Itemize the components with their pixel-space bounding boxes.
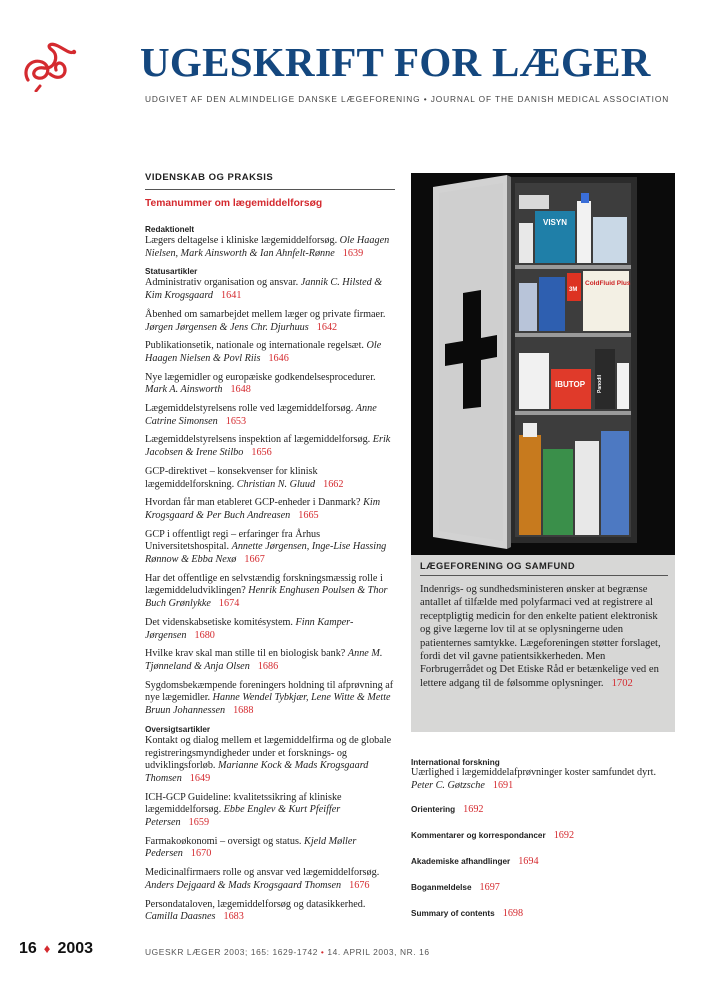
toc-entry[interactable] — [145, 309, 395, 334]
toc-entry[interactable] — [145, 340, 395, 365]
ibutop-label: IBUTOP — [555, 380, 586, 389]
page-number[interactable]: 1670 — [190, 848, 212, 860]
news-panel — [411, 555, 675, 732]
visyn-label: VISYN — [543, 218, 568, 227]
entry-title: Administrativ organisation og ansvar. — [145, 277, 299, 289]
row-label: Boganmeldelse — [411, 883, 472, 893]
toc-group — [145, 725, 395, 924]
panel-rule — [420, 575, 668, 576]
page-number[interactable]: 1653 — [225, 415, 247, 427]
toc-entry[interactable] — [145, 680, 395, 718]
page-number[interactable]: 1686 — [257, 660, 279, 672]
entry-authors: Ebbe Englev & Kurt Pfeiffer Petersen — [145, 804, 341, 829]
row-label: Kommentarer og korrespondancer — [411, 831, 546, 841]
row-label: Akademiske afhandlinger — [411, 857, 511, 867]
entry-title: GCP i offentligt regi – erfaringer fra Århus Universitetshospital. — [145, 528, 321, 553]
entry-title: ICH-GCP Guideline: kvalitetssikring af kliniske lægemiddelforsøg. — [145, 791, 342, 816]
toc-entry[interactable] — [145, 466, 395, 491]
entry-title: Åbenhed om samarbejdet mellem læger og private firmaer. — [145, 308, 386, 320]
toc-entry[interactable] — [145, 792, 395, 830]
issue-number — [19, 940, 93, 958]
coldfluid-label: ColdFluid Plus — [585, 280, 631, 287]
group-title: Redaktionelt — [145, 225, 195, 234]
page-number[interactable]: 1688 — [233, 705, 254, 717]
panel-body — [420, 583, 670, 690]
panodil-label: Panodil — [597, 374, 603, 393]
page-number[interactable]: 1691 — [492, 779, 514, 791]
journal-subtitle — [145, 94, 669, 104]
toc-group — [145, 225, 395, 260]
section-label: VIDENSKAB OG PRAKSIS — [145, 172, 274, 183]
entry-title: Medicinalfirmaers rolle og ansvar ved lægemiddelforsøg. — [145, 867, 380, 879]
toc-section-row[interactable] — [411, 830, 675, 841]
medicine-cabinet-photo — [411, 173, 675, 555]
entry-title: Lægemiddelstyrelsens rolle ved lægemiddelforsøg. — [145, 403, 354, 415]
page-number[interactable]: 1659 — [188, 817, 210, 829]
toc-entry[interactable] — [145, 573, 395, 611]
entry-title: Publikationsetik, nationale og internationale regelsæt. — [145, 340, 364, 352]
toc-right-rows — [411, 804, 675, 919]
toc-entry[interactable] — [145, 867, 395, 892]
entry-authors: Annette Jørgensen, Inge-Lise Hassing Rønnow & Ebba Nexø — [145, 541, 387, 566]
entry-authors: Henrik Enghusen Poulsen & Thor Buch Grønlykke — [145, 585, 388, 610]
entry-authors: Ole Haagen Nielsen, Mark Ainsworth & Ian Ahnfelt-Rønne — [145, 235, 390, 259]
entry-title: GCP-direktivet – konsekvenser for klinisk lægemiddelforskning. — [145, 465, 318, 490]
entry-title: Hvordan får man etableret GCP-enheder i Danmark? — [145, 497, 361, 509]
group-title: Oversigtsartikler — [145, 724, 211, 734]
entry-authors: Ole Haagen Nielsen & Povl Riis — [145, 340, 382, 364]
page-number[interactable]: 1656 — [251, 447, 272, 459]
entry-title: Nye lægemidler og europæiske godkendelsesprocedurer. — [145, 371, 376, 383]
entry-authors: Hanne Wendel Tybkjær, Lene Witte & Mette Bruun Johannessen — [145, 692, 391, 717]
section-rule — [145, 189, 395, 190]
entry-authors: Camilla Daasnes — [145, 911, 216, 923]
toc-entry[interactable] — [145, 735, 395, 786]
entry-title: Persondataloven, lægemiddelforsøg og datasikkerhed. — [145, 898, 366, 910]
entry-authors: Marianne Kock & Mads Krogsgaard Thomsen — [145, 760, 369, 784]
page-number[interactable]: 1667 — [244, 554, 265, 566]
toc-entry[interactable] — [145, 434, 395, 459]
entry-title: Har det offentlige en selvstændig forskningsmæssig rolle i lægemiddeludviklingen? — [145, 572, 383, 597]
page-number[interactable]: 1692 — [463, 804, 484, 816]
page-number[interactable]: 1697 — [479, 882, 500, 894]
issue-year: 2003 — [57, 940, 94, 957]
subtitle-right: JOURNAL OF THE DANISH MEDICAL ASSOCIATION — [430, 94, 670, 104]
subtitle-left: UDGIVET AF DEN ALMINDELIGE DANSKE LÆGEFORENING — [145, 94, 421, 104]
page-number[interactable]: 1694 — [518, 856, 539, 868]
toc-section-row[interactable] — [411, 908, 675, 919]
toc-entry[interactable] — [145, 372, 395, 397]
entry-authors: Anders Dejgaard & Mads Krogsgaard Thomsen — [145, 879, 342, 891]
subtitle-separator: • — [423, 94, 428, 104]
entry-authors: Kjeld Møller Pedersen — [145, 835, 357, 860]
intl-author: Peter C. Gøtzsche — [411, 779, 485, 791]
toc-entry[interactable] — [145, 529, 395, 567]
entry-title: Lægemiddelstyrelsens inspektion af lægemiddelforsøg. — [145, 434, 371, 446]
serpent-logo-icon — [20, 40, 78, 92]
entry-authors: Christian N. Gluud — [236, 478, 316, 490]
journal-title: UGESKRIFT FOR LÆGER — [140, 39, 651, 85]
entry-title: Lægers deltagelse i kliniske lægemiddelforsøg. — [145, 235, 338, 246]
toc-section-row[interactable] — [411, 882, 675, 893]
toc-right-column — [411, 758, 675, 919]
toc-groups — [145, 225, 395, 924]
entry-title: Sygdomsbekæmpende foreningers holdning til afprøvning af nye lægemidler. — [145, 679, 394, 704]
panel-text: Indenrigs- og sundhedsministeren ønsker at begrænse antallet af tilfælde med polyfarmaci ved at registrere al receptpligtig medicin for den enkelte patient elektronisk og give lægerne lov til at se oplysningerne uden patienternes samtykke. Lægeforeningen støtter forslaget, fordi det vil gavne patientsikkerheden. Men Forbrugerrådet og Det Etiske Råd er betænkelige ved en lettere adgang til de følsomme oplysninger. — [420, 584, 661, 689]
toc-entry[interactable] — [145, 836, 395, 861]
issue-date: 14. APRIL 2003, NR. 16 — [327, 947, 430, 957]
page-number[interactable]: 1702 — [611, 677, 633, 689]
page-number[interactable]: 1674 — [218, 598, 240, 610]
toc-group — [145, 267, 395, 717]
panel-heading: LÆGEFORENING OG SAMFUND — [420, 561, 576, 571]
diamond-icon: ♦ — [43, 941, 51, 956]
page-number[interactable]: 1683 — [223, 911, 244, 923]
intl-title: International forskning — [411, 758, 500, 767]
page-number[interactable]: 1642 — [316, 321, 338, 333]
entry-authors: Erik Jacobsen & Irene Stilbo — [145, 434, 391, 459]
entry-authors: Finn Kamper-Jørgensen — [145, 616, 354, 641]
theme-heading: Temanummer om lægemiddelforsøg — [145, 198, 323, 209]
entry-title: Kontakt og dialog mellem et lægemiddelfirma og de globale registreringsmyndigheder under et forsknings- og udviklingsforløb. — [145, 734, 392, 772]
citation: UGESKR LÆGER 2003; 165: 1629-1742 — [145, 947, 318, 957]
group-title: Statusartikler — [145, 267, 198, 277]
toc-section-row[interactable] — [411, 804, 675, 815]
issue-no: 16 — [19, 940, 37, 957]
entry-authors: Anne M. Tjønneland & Anja Olsen — [145, 648, 383, 672]
page-number[interactable]: 1662 — [323, 478, 344, 490]
entry-authors: Jannik C. Hilsted & Kim Krogsgaard — [145, 277, 383, 302]
page-number[interactable]: 1676 — [349, 879, 370, 891]
toc-entry[interactable] — [145, 277, 395, 302]
entry-title: Farmakoøkonomi – oversigt og status. — [145, 835, 302, 847]
toc-section-row[interactable] — [411, 856, 675, 867]
page-number[interactable]: 1692 — [553, 830, 575, 842]
row-label: Orientering — [411, 805, 456, 815]
toc-entry[interactable] — [145, 899, 395, 924]
footer-citation — [145, 947, 430, 957]
entry-authors: Mark A. Ainsworth — [145, 384, 223, 396]
toc-entry[interactable] — [145, 617, 395, 642]
footer-separator: • — [320, 947, 325, 957]
page-number[interactable]: 1639 — [342, 247, 364, 259]
entry-authors: Jørgen Jørgensen & Jens Chr. Djurhuus — [145, 321, 309, 333]
toc-entry[interactable] — [145, 497, 395, 522]
intl-text: Uærlighed i lægemiddelafprøvninger koster samfundet dyrt. — [411, 767, 657, 778]
toc-entry[interactable] — [145, 235, 395, 260]
page-number[interactable]: 1680 — [194, 629, 215, 641]
intl-entry[interactable] — [411, 767, 675, 792]
page-number[interactable]: 1646 — [268, 352, 289, 364]
entry-title: Hvilke krav skal man stille til en biologisk bank? — [145, 648, 346, 660]
page-number[interactable]: 1648 — [230, 384, 251, 396]
toc-entry[interactable] — [145, 403, 395, 428]
page-number[interactable]: 1665 — [298, 509, 319, 521]
row-label: Summary of contents — [411, 909, 495, 919]
page-number[interactable]: 1641 — [221, 290, 242, 302]
page-number[interactable]: 1649 — [189, 772, 211, 784]
3m-label: 3M — [569, 287, 578, 293]
entry-authors: Anne Catrine Simonsen — [145, 403, 377, 427]
page-number[interactable]: 1698 — [502, 908, 524, 920]
toc-left-column — [145, 172, 395, 931]
entry-title: Det videnskabsetiske komitésystem. — [145, 616, 293, 628]
toc-entry[interactable] — [145, 648, 395, 673]
entry-authors: Kim Krogsgaard & Per Buch Andreasen — [145, 497, 381, 521]
